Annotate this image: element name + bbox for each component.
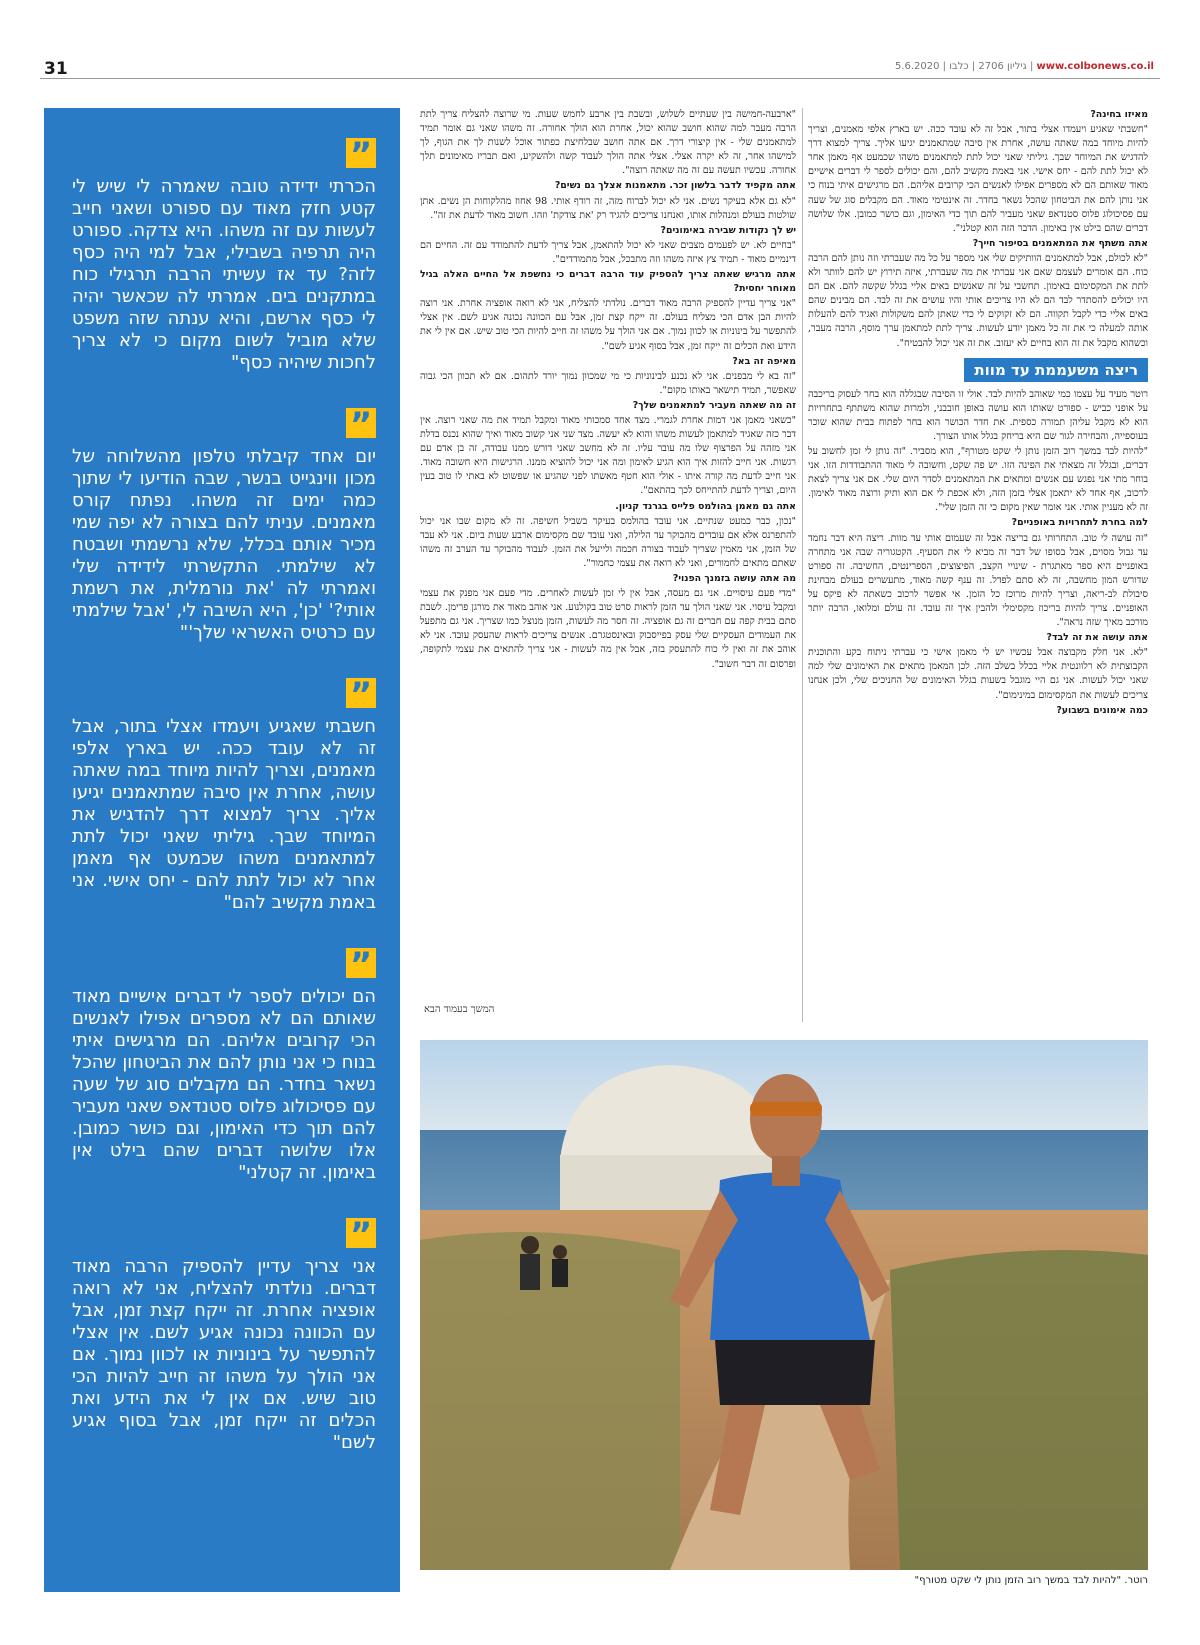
runner-photo-illustration xyxy=(420,1040,1148,1570)
interview-question: אתה גם מאמן בהולמס פלייס בגרנד קניון. xyxy=(615,500,796,512)
continued-note: המשך בעמוד הבא xyxy=(424,1004,495,1015)
pull-quote-text: הכרתי ידידה טובה שאמרה לי שיש לי קטע חזק מאוד עם ספורט ושאני חייב לעשות עם זה משהו. היא צדקה. ספורט היה תרפיה בשבילי, אבל למי היה כסף לזה? עד אז עשיתי הרבה תרגילי כוח במתקנים בים. אמרתי לה שכאשר יהיה לי כסף ארשם, והיא ענתה שזה משפט שלא מוביל לשום מקום כי לא צריך לחכות שיהיה כסף" xyxy=(72,176,376,373)
runner-photo xyxy=(420,1040,1148,1570)
interview-question: אתה עושה את זה לבד? xyxy=(1046,632,1148,644)
issue-number: גיליון 2706 xyxy=(978,61,1027,72)
article-column-left xyxy=(420,108,796,988)
section-heading: ריצה משעממת עד מוות xyxy=(964,358,1148,382)
photo-caption: רוטר. "להיות לבד במשך רוב הזמן נותן לי שקט מטורף" xyxy=(914,1575,1148,1586)
pull-quote xyxy=(72,945,376,1184)
website-link[interactable]: www.colbonews.co.il xyxy=(1036,61,1154,72)
article-paragraph: "להיות לבד במשך רוב הזמן נותן לי שקט מטורף", הוא מסביר. "זה נותן לי זמן לחשוב על דברים, ובגלל זה מצאתי את הפינה הזו. יש פה שקט, וחשובה לי מאוד ההתבודדות הזו. אני בוחר מתי אני נפגש עם אנשים ומתאים את המתאמנים לסדר היום שלי. אם אני צריך לצאת לרכוב, אף אחד לא יתאמן אצלי בזמן הזה, ולא אכפת לי אם הוא ותיק ורוצה מאוד לאימון. זה לא מעניין אותי. אני אומר שאין מקום כי זה הזמן שלי". xyxy=(808,445,1148,514)
interview-answer: "לא. אני חלק מקבוצה אבל עכשיו יש לי מאמן אישי כי עברתי ניתוח בקע והתוכנית הקבוצתית לא רלוונטית אליי בכלל בשלב הזה. לכן המאמן מתאים את האימונים שלי למה שאני יכול לעשות. אני גם היי מוגבל בשעות בגלל האימונים של החניכים שלי, ולכן אנחנו צריכים לעשות את המקסימום במינימום". xyxy=(808,647,1148,701)
runner-head xyxy=(750,1074,822,1162)
shrubs-left xyxy=(420,1232,680,1570)
interview-question: למה בחרת לתחרויות באופניים? xyxy=(1011,517,1148,529)
interview-answer: "זה עושה לי טוב. התחרותי גם בריצה אבל זה שעמום אותי עד מוות. ריצה היא דבר נחמד עד גבול מסוים, אבל בסופו של דבר זה מביא לי את הסעיף. הקטגוריה שבה אני מתחרה באופניים היא ספר מאתגרת - שינויי הקצב, הפיצוצים, הספרינטים, החשיבה. זה ספורט שדורש המון מחשבה, זה לא סתם לפדל. זה ענף קשה מאוד, מתעשרים בעולם מבחינת סיבולת לב-ריאה, וצריך להיות מרוכז כל הזמן. אי אפשר לרכוב כשאתה לא פיקס על האופניים. צריך להיות בריכוז מקסימלי ולהבין איך זה עובד. זה עולם ומלואו, הרבה יותר מורכב מאיך שזה נראה". xyxy=(808,532,1148,629)
pull-quote-text: הם יכולים לספר לי דברים אישיים מאוד שאותם הם לא מספרים אפילו לאנשים הכי קרובים אליהם. הם מרגישים איתי בנוח כי אני נותן להם את הביטחון שהכל נשאר בחדר. הם מקבלים סוג של שעה עם פסיכולוג פלוס סטנדאפ שאני מעביר להם תוך כדי האימון, וגם כושר כמובן. אלו שלושה דברים שהם בילט אין באימון. זה קטלני" xyxy=(72,986,376,1183)
publication-name: כלבו xyxy=(949,61,969,72)
interview-question: יש לך נקודות שבירה באימונים? xyxy=(660,224,796,236)
article-column-right xyxy=(808,108,1148,1022)
quote-mark-icon: ” xyxy=(346,678,376,708)
interview-question: זה מה שאתה מעביר למתאמנים שלך? xyxy=(632,399,796,411)
interview-question: כמה אימונים בשבוע? xyxy=(1056,704,1148,716)
issue-date: 5.6.2020 xyxy=(894,61,940,72)
interview-question: אתה מרגיש שאתה צריך להספיק עוד הרבה דברים כי נחשפת אל החיים האלה בגיל מאוחר יחסית? xyxy=(420,269,796,295)
interview-answer: "חשבתי שאגיע ויעמדו אצלי בתור, אבל זה לא עובד ככה. יש בארץ אלפי מאמנים, וצריך להיות מיוחד במה שאתה עושה, אחרת אין סיבה שמתאמנים יגיעו אליך. צריך למצוא דרך להדגיש את המיוחד שבך. גיליתי שאני יכול לתת למתאמנים משהו שכמעט אף מאמן אחר לא יכול לתת להם - יחס אישי. אני באמת מקשיב להם, והם יכולים לספר לי דברים אישיים מאוד שאותם הם לא מספרים אפילו לאנשים הכי קרובים אליהם. הם מרגישים איתי בנוח כי אני נותן להם את הביטחון שהכל נשאר בחדר. זה אינטימי מאוד. הם מקבלים סוג של שעה עם פסיכולוג פלוס סטנדאפ שאני מעביר להם תוך כדי האימון, וגם כושר כמובן. אלו שלושה דברים שהם בילט אין באימון. הדבר הזה הוא קטלני". xyxy=(808,124,1148,234)
interview-question: אתה משתף את המתאמנים בסיפור חייך? xyxy=(972,237,1148,249)
column-divider xyxy=(802,108,803,1022)
background-child-body xyxy=(552,1259,568,1287)
runner-shorts xyxy=(715,1340,875,1405)
quote-mark-icon: ” xyxy=(346,948,376,978)
pull-quote-text: אני צריך עדיין להספיק הרבה מאוד דברים. נולדתי להצליח, אני לא רואה אופציה אחרת. זה ייקח קצת זמן, אבל עם הכוונה נכונה אגיע לשם. אין אצלי להתפשר על בינוניות או לכוון נמוך. אם אני הולך על משהו זה חייב להיות הכי טוב שיש. אם אין לי את הידע ואת הכלים זה ייקח זמן, אבל בסוף אגיע לשם" xyxy=(72,1256,376,1453)
background-person-body xyxy=(520,1254,540,1290)
runner-neck xyxy=(772,1156,800,1186)
pull-quote xyxy=(72,675,376,914)
interview-question: מה אתה עושה בזמנך הפנוי? xyxy=(672,573,796,584)
background-child xyxy=(553,1245,567,1259)
pull-quote xyxy=(72,1215,376,1454)
sunglasses-icon xyxy=(750,1102,822,1116)
pull-quote xyxy=(72,405,376,644)
page-header xyxy=(40,55,1160,79)
interview-answer: "בחיים לא. יש לפעמים מצבים שאני לא יכול להתאמן, אבל צריך לדעת להתמודד עם זה. החיים הם דינמיים מאוד - תמיד צץ איזה משהו וזה מתבכל, אבל מתמודדים". xyxy=(420,239,796,265)
interview-answer: "נכון, כבר כמעט שנתיים. אני עובד בהולמס בעיקר בשביל חשיפה. זה לא מקום שבו אני יכול להתפרנס אלא אם עובדים מהבוקר עד הלילה, ואני עובד שם מקסימום ארבע שעות ביום. אני לא עבד של הזמן, אני מאמין שצריך לעבוד בצורה חכמה ולייעל את הזמן. לעבוד מהבוקר עד הערב זה משהו שאתם מתאים לחמורים, ואני לא רואה את עצמי כחמור". xyxy=(420,515,796,569)
interview-question: מאיזו בחינה? xyxy=(1090,109,1148,120)
interview-answer: "לא לכולם, אבל למתאמנים הוותיקים שלי אני מספר על כל מה שעברתי וזה נותן להם הרבה כוח. הם אומרים לעצמם שאם אני עברתי את מה שעברתי, איזה תירוץ יש להם לוותר ולא לתת את המקסימום באימון. תחשבי על זה שאנשים באים אליי בגלל שקשה להם. אם הם היו יכולים להסתדר לבד הם לא היו צריכים אותי והיו עושים את זה לבד. הם מבינים שהם באים אליי כדי לקבל תקווה. הם לא זקוקים לי כדי שאתן להם משקולות ואגיד להם להעלות אותה למעלה כי את זה כל מאמן יודע לעשות. צריך לתת למתאמן ערך מוסף, הרבה מעבר, וכשהוא מקבל את זה הוא בחיים לא יעזוב. את זה אני יכול להבטיח". xyxy=(808,252,1148,349)
pull-quote xyxy=(72,135,376,374)
interview-answer: "אני צריך עדיין להספיק הרבה מאוד דברים. נולדתי להצליח, אני לא רואה אופציה אחרת. אני רוצה להיות הבן אדם הכי מצליח בעולם. זה ייקח קצת זמן, אבל עם הכוונה נכונה אגיע לשם. אין אצלי להתפשר על בינוניות או לכוון נמוך. אם אני הולך על משהו זה חייב להיות הכי טוב שיש. אם אין לי את הידע ואת הכלים זה ייקח זמן, אבל בסוף אגיע לשם". xyxy=(420,298,796,352)
interview-answer: "זה בא לי מבפנים. אני לא נכנע לבינוניות כי מי שמכוון נמוך יורד לתהום. אם לא תכוון הכי גבוה שאפשר, תמיד תישאר באותו מקום". xyxy=(420,370,796,396)
pull-quote-text: יום אחד קיבלתי טלפון מהשלוחה של מכון ווינגייט בנשר, שבה הודיעו לי שתוך כמה ימים זה משהו. נפתח קורס מאמנים. עניתי להם בצורה לא יפה שמי מכיר אותם בכלל, שלא נרשמתי ושבטח לא שילמתי. התקשרתי לידידה שלי ואמרתי לה 'את נורמלית, את רשמת אותי?' 'כן', היא השיבה לי, 'אבל שילמתי עם כרטיס האשראי שלך'" xyxy=(72,446,376,643)
interview-answer: "ארבעה-חמישה בין שעתיים לשלוש, ובשבת בין ארבע לחמש שעות. מי שרוצה להצליח צריך לתת הרבה מעבר למה שהוא חושב שהוא יכול, אחרת הוא הולך אחורה. זה משהו שאני גם אומר תמיד למתאמנים שלי - אין קיצורי דרך. אם אתה חושב שבלחיצת כפתור אוכל לשנות לך את הגוף, לך למישהו אחר, זה לא יקרה אצלי. אצלי אתה הולך לעבוד קשה ולהשקיע, ואם תבריז מאימונים תלך אחורה. עכשיו תעשה עם זה מה שאתה רוצה". xyxy=(420,109,796,177)
pull-quotes-panel xyxy=(44,108,400,1592)
interview-answer: "כשאני מאמן אני דמות אחרת לגמרי. מצד אחד סמכותי מאוד ומקבל תמיד את מה שאני רוצה. אין דבר כזה שאגיד למתאמן לעשות משהו והוא לא יעשה. מצד שני אני קשוב מאוד ואיך שהוא נכנס בדלת אני מזהה על הפרצוף שלו מה עובר עליו. זה לא מחשב שאני דורש ממנו עבודה, זה בן אדם עם רגשות. אני חייב להזות איך הוא הגיע לאימון ומה אני יכול להוציא ממנו. הרגישות היא חשובה מאוד. אני חייב לדעת מה קורה איתו - אולי הוא חטף מאשתו לפני שהגיע או שפשוט לא באתי לו טוב בעין היום, וצריך לדעת להתייחס לכך בהתאם". xyxy=(420,414,796,497)
shrubs-right xyxy=(890,1250,1148,1570)
quote-mark-icon: ” xyxy=(346,1218,376,1248)
page-number: 31 xyxy=(44,59,68,79)
interview-answer: "מדי פעם עיסויים. אני גם מעסה, אבל אין לי זמן לעשות לאחרים. מדי פעם אני מפנק את עצמי ומקבל עיסוי. אני שאני הולך עד הזמן לראות סרט טוב בקולנוע. אני אוהב מאוד את מורגן פרימן. לשבת סתם בבית קפה עם חברים זה גם אופציה. זה חסר מה לעשות, הזמן מנוצל כמו שצריך. אני גם מתפעל את העמודים העסקיים שלי עסק בפייסבוק ובאינסטגרם. אנשים צריכים לראות שהעסק עובד. אני לא אוהב את זה ואין לי כוח להתעסק בזה, אבל אין מה לעשות - אני צריך להתאים את עצמי לתקופה, ופרסום זה דבר חשוב". xyxy=(420,588,796,670)
quote-mark-icon: ” xyxy=(346,138,376,168)
quote-mark-icon: ” xyxy=(346,408,376,438)
interview-question: מאיפה זה בא? xyxy=(732,355,796,367)
issue-info: 5.6.2020 | גיליון 2706 | כלבו | www.colbonews.co.il xyxy=(894,61,1154,72)
pull-quote-text: חשבתי שאגיע ויעמדו אצלי בתור, אבל זה לא עובד ככה. יש בארץ אלפי מאמנים, וצריך להיות מיוחד במה שאתה עושה, אחרת אין סיבה שמתאמנים יגיעו אליך. צריך למצוא דרך להדגיש את המיוחד שבך. גיליתי שאני יכול לתת למתאמנים משהו שכמעט אף מאמן אחר לא יכול לתת להם - יחס אישי. אני באמת מקשיב להם" xyxy=(72,716,376,913)
background-person xyxy=(521,1236,539,1254)
interview-question: אתה מקפיד לדבר בלשון זכר. מתאמנות אצלך גם נשים? xyxy=(554,180,796,192)
article-paragraph: רוטר מעיד על עצמו כמי שאוהב להיות לבד. אולי זו הסיבה שבגללה הוא בחר לעסוק בריכבה על אופני כביש - ספורט שאותו הוא עושה באופן חובבני, ולמרות שהוא משתתף בתחרויות הוא לא מקבל עליהן תמורה כספית. את חדר הכושר הוא בחר לפתוח בבית שהוא שוכר בעוספייה, והבחירה לגור שם היא בריחק בגלל אותו הצורך. xyxy=(808,388,1148,442)
interview-answer: "לא גם אלא בעיקר נשים. אני לא יכול לברוח מזה, זה רודף אותי. 98 אחוז מהלקוחות הן נשים. אתן שולטות בעולם ומנהלות אותו, ואנחנו צריכים להגיד רק 'את צודקת' וזהו. חשוב מאוד לדעת את זה". xyxy=(420,195,796,221)
